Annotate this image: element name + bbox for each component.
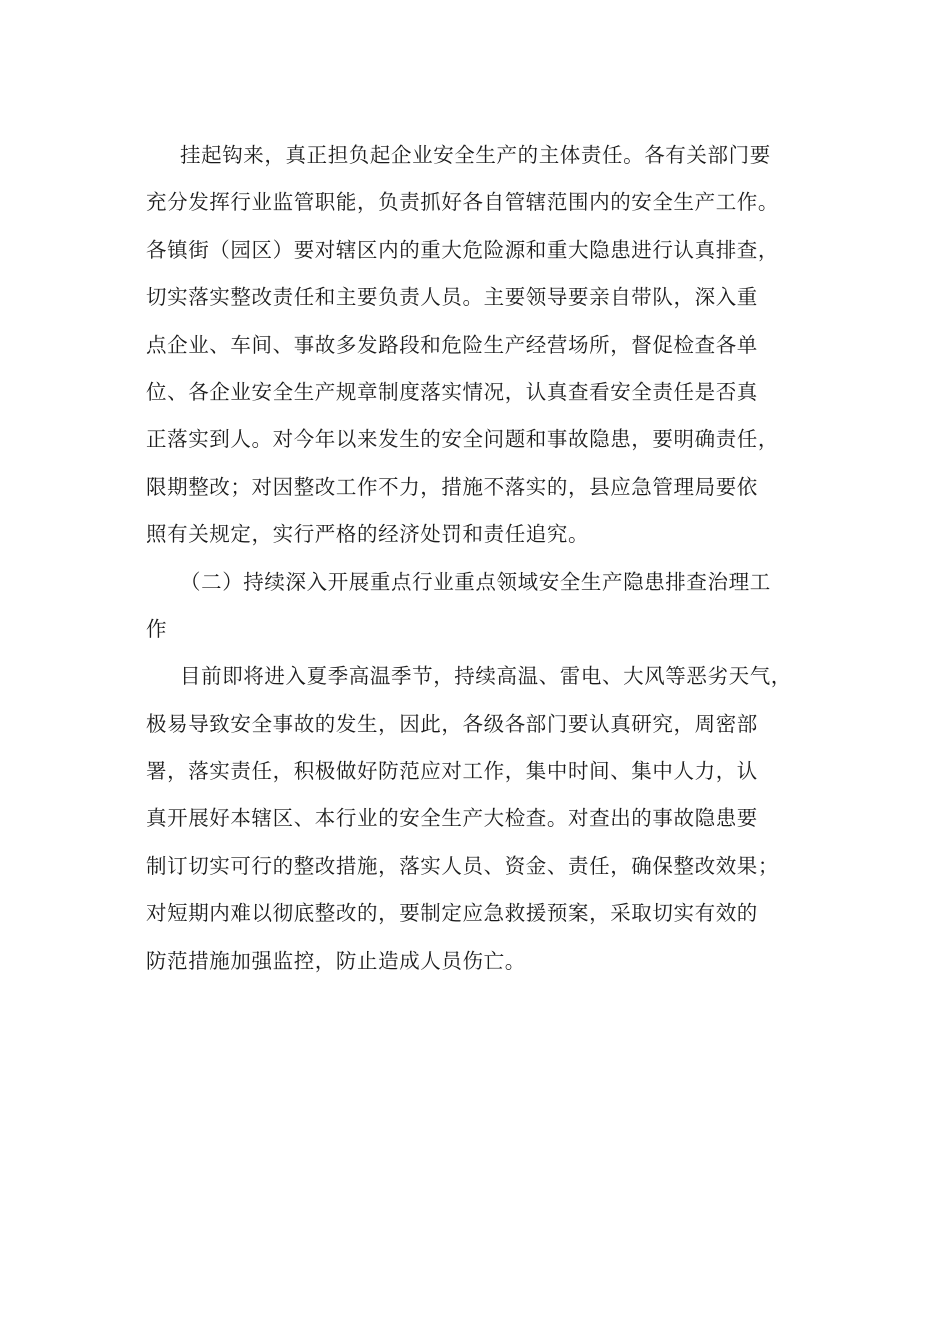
text-line: 挂起钩来，真正担负起企业安全生产的主体责任。各有关部门要 xyxy=(180,143,771,167)
text-line: 对短期内难以彻底整改的，要制定应急救援预案，采取切实有效的 xyxy=(146,901,758,926)
text-line: 各镇街（园区）要对辖区内的重大危险源和重大隐患进行认真排查， xyxy=(146,237,779,262)
text-line: 切实落实整改责任和主要负责人员。主要领导要亲自带队，深入重 xyxy=(146,285,758,310)
text-line: 真开展好本辖区、本行业的安全生产大检查。对查出的事故隐患要 xyxy=(146,806,758,831)
section-heading-line: （二）持续深入开展重点行业重点领域安全生产隐患排查治理工 xyxy=(180,569,771,594)
text-line: 目前即将进入夏季高温季节，持续高温、雷电、大风等恶劣天气， xyxy=(180,664,792,689)
text-line: 制订切实可行的整改措施，落实人员、资金、责任，确保整改效果； xyxy=(146,853,779,878)
section-heading-line: 作 xyxy=(146,616,168,641)
text-line: 限期整改；对因整改工作不力，措施不落实的，县应急管理局要依 xyxy=(146,474,758,499)
text-line: 防范措施加强监控，防止造成人员伤亡。 xyxy=(146,948,526,973)
text-line: 充分发挥行业监管职能，负责抓好各自管辖范围内的安全生产工作。 xyxy=(146,190,779,215)
text-line: 照有关规定，实行严格的经济处罚和责任追究。 xyxy=(146,522,590,547)
document-body xyxy=(146,132,818,985)
text-line: 位、各企业安全生产规章制度落实情况，认真查看安全责任是否真 xyxy=(146,379,758,404)
text-line: 点企业、车间、事故多发路段和危险生产经营场所，督促检查各单 xyxy=(146,332,758,357)
text-line: 署，落实责任，积极做好防范应对工作，集中时间、集中人力，认 xyxy=(146,759,758,784)
text-line: 正落实到人。对今年以来发生的安全问题和事故隐患，要明确责任， xyxy=(146,427,779,452)
text-line: 极易导致安全事故的发生，因此，各级各部门要认真研究，周密部 xyxy=(146,711,758,736)
